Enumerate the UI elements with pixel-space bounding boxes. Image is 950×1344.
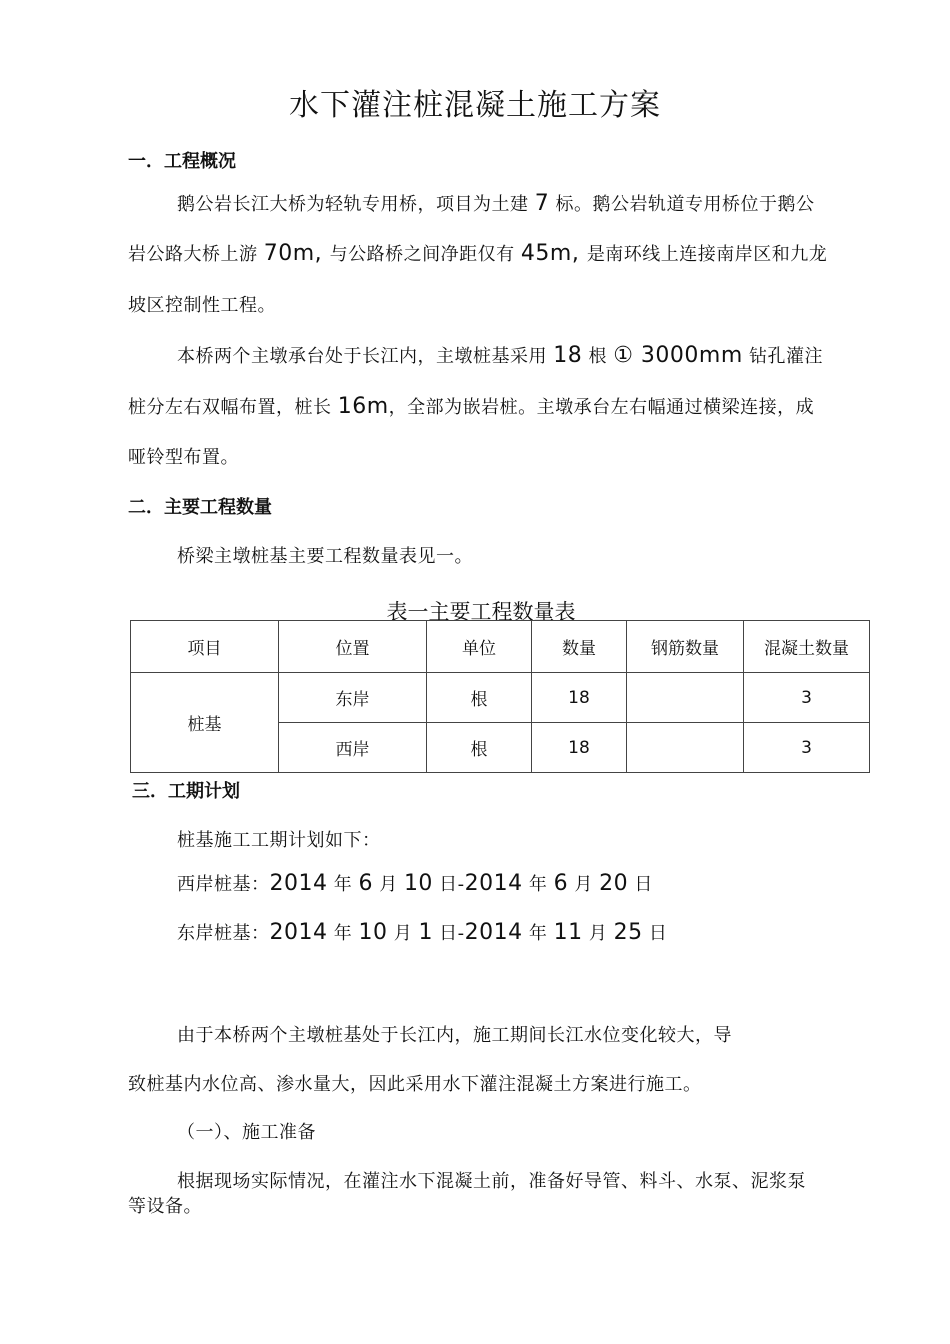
- table-cell: 3: [744, 723, 870, 773]
- header-cell: 项目: [131, 621, 279, 673]
- table-cell: 西岸: [279, 723, 427, 773]
- table-cell: 根: [427, 673, 532, 723]
- table-intro: 桥梁主墩桩基主要工程数量表见一。: [177, 546, 473, 567]
- para-5-line-2: 等设备。: [128, 1196, 202, 1217]
- schedule-west: 西岸桩基：2014 年 6 月 10 日-2014 年 6 月 20 日: [177, 871, 653, 896]
- section-2-heading: 二．主要工程数量: [128, 497, 272, 518]
- para-2-line-1: 本桥两个主墩承台处于长江内，主墩桩基采用 18 根 ① 3000mm 钻孔灌注: [177, 343, 824, 368]
- para-2-line-2: 桩分左右双幅布置，桩长 16m，全部为嵌岩桩。主墩承台左右幅通过横梁连接，成: [128, 394, 815, 419]
- para-2-line-3: 哑铃型布置。: [128, 447, 239, 468]
- para-5-line-1: 根据现场实际情况，在灌注水下混凝土前，准备好导管、料斗、水泵、泥浆泵: [177, 1171, 806, 1192]
- header-cell: 位置: [279, 621, 427, 673]
- para-4-line-1: 由于本桥两个主墩桩基处于长江内，施工期间长江水位变化较大，导: [177, 1025, 732, 1046]
- page-title: 水下灌注桩混凝土施工方案: [289, 88, 661, 123]
- table-cell: 根: [427, 723, 532, 773]
- table-cell: 东岸: [279, 673, 427, 723]
- table-row: [131, 673, 870, 723]
- header-cell: 数量: [532, 621, 627, 673]
- table-cell: [627, 723, 744, 773]
- table-cell: [627, 673, 744, 723]
- table-cell: 18: [532, 723, 627, 773]
- para-4-line-2: 致桩基内水位高、渗水量大，因此采用水下灌注混凝土方案进行施工。: [128, 1074, 702, 1095]
- para-1-line-3: 坡区控制性工程。: [128, 295, 276, 316]
- header-cell: 单位: [427, 621, 532, 673]
- schedule-intro: 桩基施工工期计划如下：: [177, 830, 381, 851]
- schedule-east: 东岸桩基：2014 年 10 月 1 日-2014 年 11 月 25 日: [177, 920, 668, 945]
- group-cell: 桩基: [131, 673, 279, 773]
- section-3-heading: 三．工期计划: [132, 781, 240, 802]
- para-1-line-2: 岩公路大桥上游 70m, 与公路桥之间净距仅有 45m, 是南环线上连接南岸区和九龙: [128, 241, 828, 266]
- table-cell: 3: [744, 673, 870, 723]
- table-cell: 18: [532, 673, 627, 723]
- header-cell: 钢筋数量: [627, 621, 744, 673]
- table-header-row: [131, 621, 870, 673]
- section-1-heading: 一．工程概况: [128, 151, 236, 172]
- header-cell: 混凝土数量: [744, 621, 870, 673]
- subsection-heading: （一）、施工准备: [177, 1122, 316, 1143]
- quantity-table: [130, 620, 870, 773]
- table-caption: 表一主要工程数量表: [386, 600, 576, 624]
- para-1-line-1: 鹅公岩长江大桥为轻轨专用桥，项目为土建 7 标。鹅公岩轨道专用桥位于鹅公: [177, 191, 815, 216]
